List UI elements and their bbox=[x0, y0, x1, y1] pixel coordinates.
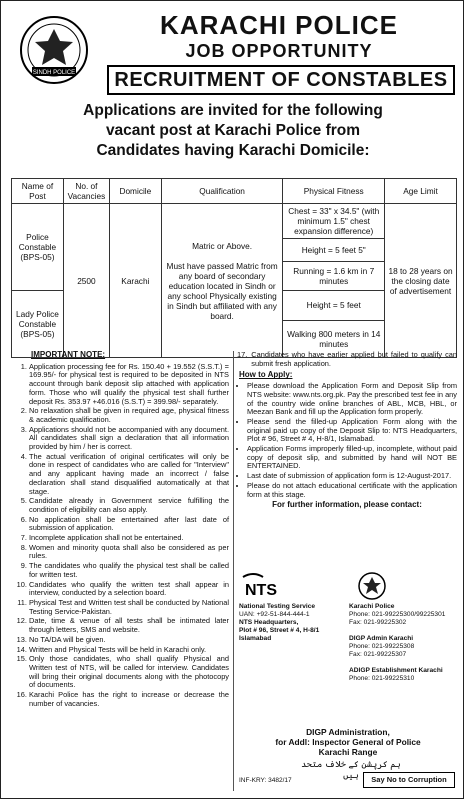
note-item: 9. The candidates who qualify the physical test shall be called for written test. bbox=[29, 562, 229, 579]
note-item: 7. Incomplete application shall not be entertained. bbox=[29, 534, 229, 543]
note-item: 16. Karachi Police has the right to increase or decrease the number of vacancies. bbox=[29, 691, 229, 708]
kp-fax: Fax: 021-99225302 bbox=[349, 619, 407, 626]
urdu-slogan: ہم کرپشن کے خلاف متحد ہیں bbox=[301, 759, 401, 780]
note-item: 11. Physical Test and Written test shall be conducted by National Testing Service-Pakistan. bbox=[29, 599, 229, 616]
nts-logo bbox=[239, 571, 309, 599]
logo-text: SINDH POLICE bbox=[32, 70, 76, 76]
table-row bbox=[12, 204, 457, 291]
note-item: 15. Only those candidates, who shall qualify Physical and Written test of NTS, will be called for interview. Candidates will bring their original documents along with the photocopy of documents. bbox=[29, 655, 229, 690]
nts-logo-text: NTS bbox=[245, 582, 277, 599]
signatory-line: DIGP Administration, bbox=[306, 727, 390, 737]
signatory-line: Karachi Range bbox=[318, 747, 378, 757]
fitness-walking: Walking 800 meters in 14 minutes bbox=[283, 320, 385, 357]
fitness-running: Running = 1.6 km in 7 minutes bbox=[293, 266, 375, 286]
page-subtitle: JOB OPPORTUNITY bbox=[185, 41, 373, 61]
how-to-apply-list bbox=[237, 382, 457, 499]
important-notes bbox=[11, 351, 229, 709]
fitness-height: Height = 5 feet 5" bbox=[283, 239, 384, 262]
how-to-apply-item: • Last date of submission of application form is 12-August-2017. bbox=[247, 472, 457, 481]
qualification-min: Matric or Above. bbox=[192, 240, 253, 251]
note-item: 10. Candidates who qualify the written test shall appear in interview, conducted by a selection board. bbox=[29, 581, 229, 598]
note-item: 2. No relaxation shall be given in required age, physical fitness & academic qualification. bbox=[29, 407, 229, 424]
adigp-name: ADIGP Establishment Karachi bbox=[349, 667, 443, 674]
vacancy-table bbox=[11, 178, 457, 358]
note-17-number: 17. bbox=[237, 350, 248, 359]
nts-name: National Testing Service bbox=[239, 603, 316, 610]
karachi-police-logo bbox=[357, 571, 387, 601]
note-item: 8. Women and minority quota shall also be considered as per rules. bbox=[29, 544, 229, 561]
intro-line: Applications are invited for the following bbox=[83, 102, 383, 119]
post-name: Lady Police Constable (BPS-05) bbox=[12, 291, 64, 358]
note-item: 4. The actual verification of original certificates will only be done in respect of candidates who are called for "Interview" and any applicant having made an incorrect / false declaration shall stand disqualified automatically at that stage. bbox=[29, 453, 229, 497]
kp-phone: Phone: 021-99225300/99225301 bbox=[349, 611, 446, 618]
nts-address: NTS Headquarters, bbox=[239, 619, 299, 626]
domicile-cell: Karachi bbox=[109, 204, 161, 358]
note-item: 1. Application processing fee for Rs. 150.40 + 19.552 (S.S.T.) = 169.95/- for physical test is required to be deposited in NTS account through bank deposit slip attached with application form. Those who will qualify the physical test shall further deposit Rs. 353.97 +46.016 (S.S.T) = 399.98/- separately. bbox=[29, 363, 229, 407]
police-contacts bbox=[349, 603, 459, 683]
column-header: No. of Vacancies bbox=[63, 179, 109, 204]
signatory-line: for Addl: Inspector General of Police bbox=[275, 737, 421, 747]
fitness-chest: Chest = 33" x 34.5" (with minimum 1.5" chest expansion difference) bbox=[283, 204, 384, 239]
how-to-apply-item: • Please do not attach educational certificate with the application form at this stage. bbox=[247, 482, 457, 499]
nts-contact bbox=[239, 603, 337, 643]
qualification-cell bbox=[161, 204, 283, 358]
how-to-apply-item: • Please download the Application Form and Deposit Slip from NTS website: www.nts.org.pk. Pay the prescribed test fee in any of the country wide online branches of ABL, MCB, HBL, or Meezan Bank and fill up the Application form properly. bbox=[247, 382, 457, 417]
note-item: 14. Written and Physical Tests will be held in Karachi only. bbox=[29, 646, 229, 655]
header bbox=[9, 5, 459, 97]
intro-text bbox=[11, 101, 455, 161]
fitness-cell bbox=[283, 204, 385, 291]
how-to-apply-heading: How to Apply: bbox=[239, 370, 293, 380]
note-item: 6. No application shall be entertained after last date of submission of application. bbox=[29, 516, 229, 533]
vacancies-cell: 2500 bbox=[63, 204, 109, 358]
column-header: Domicile bbox=[109, 179, 161, 204]
notes-heading: IMPORTANT NOTE: bbox=[31, 350, 106, 359]
post-name: Police Constable (BPS-05) bbox=[12, 204, 64, 291]
note-item: 3. Applications should not be accompanied with any document. All candidates shall sign a declaration that all information provided by him / her is correct. bbox=[29, 426, 229, 452]
digp-admin-phone: Phone: 021-99225308 bbox=[349, 643, 415, 650]
fitness-height-lady: Height = 5 feet bbox=[283, 291, 385, 321]
recruitment-banner: RECRUITMENT OF CONSTABLES bbox=[107, 65, 455, 95]
nts-uan: UAN: +92-51-844-444-1 bbox=[239, 611, 310, 618]
how-to-apply-item: • Application Forms improperly filled-up, incomplete, without paid copy of deposit slip, and submitted by hand will NOT BE ENTERTAINED. bbox=[247, 445, 457, 471]
column-header: Age Limit bbox=[385, 179, 457, 204]
table-header-row bbox=[12, 179, 457, 204]
column-header: Physical Fitness bbox=[283, 179, 385, 204]
qualification-detail: Must have passed Matric from any board of secondary education located in Sindh or any school Physically existing in Sindh but affiliated with any board. bbox=[166, 260, 278, 321]
note-17 bbox=[237, 351, 457, 368]
digp-admin-name: DIGP Admin Karachi bbox=[349, 635, 414, 642]
right-column bbox=[237, 351, 457, 510]
intro-line: Candidates having Karachi Domicile: bbox=[96, 142, 370, 159]
kp-name: Karachi Police bbox=[349, 603, 395, 610]
contacts-block bbox=[237, 567, 459, 727]
note-item: 13. No TA/DA will be given. bbox=[29, 636, 229, 645]
further-info: For further information, please contact: bbox=[272, 500, 422, 510]
how-to-apply-item: • Please send the filled-up Application Form along with the original paid up copy of the Deposit Slip to: NTS Headquarters, Plot # 96, Street # 4, H-8/1, Islamabad. bbox=[247, 418, 457, 444]
notes-list bbox=[11, 363, 229, 709]
age-limit-cell: 18 to 28 years on the closing date of advertisement bbox=[385, 204, 457, 358]
inf-number: INF-KRY: 3482/17 bbox=[239, 777, 292, 784]
intro-line: vacant post at Karachi Police from bbox=[105, 122, 361, 139]
digp-admin-fax: Fax: 021-99225307 bbox=[349, 651, 407, 658]
page-title: KARACHI POLICE bbox=[160, 10, 398, 40]
nts-address: Islamabad bbox=[239, 635, 272, 642]
note-item: 12. Date, time & venue of all tests shall be intimated later through letters, SMS and website. bbox=[29, 617, 229, 634]
column-header: Name of Post bbox=[12, 179, 64, 204]
sindh-police-logo bbox=[19, 15, 89, 85]
note-17-text: Candidates who have earlier applied but failed to qualify can submit fresh application. bbox=[251, 350, 457, 368]
adigp-phone: Phone: 021-99225310 bbox=[349, 675, 415, 682]
column-divider bbox=[233, 351, 234, 791]
nts-address: Plot # 96, Street # 4, H-8/1 bbox=[239, 627, 320, 634]
note-item: 5. Candidate already in Government service fulfilling the condition of eligibility can also apply. bbox=[29, 497, 229, 514]
column-header: Qualification bbox=[161, 179, 283, 204]
say-no-corruption-badge: Say No to Corruption bbox=[363, 772, 455, 788]
signatory bbox=[237, 727, 459, 757]
